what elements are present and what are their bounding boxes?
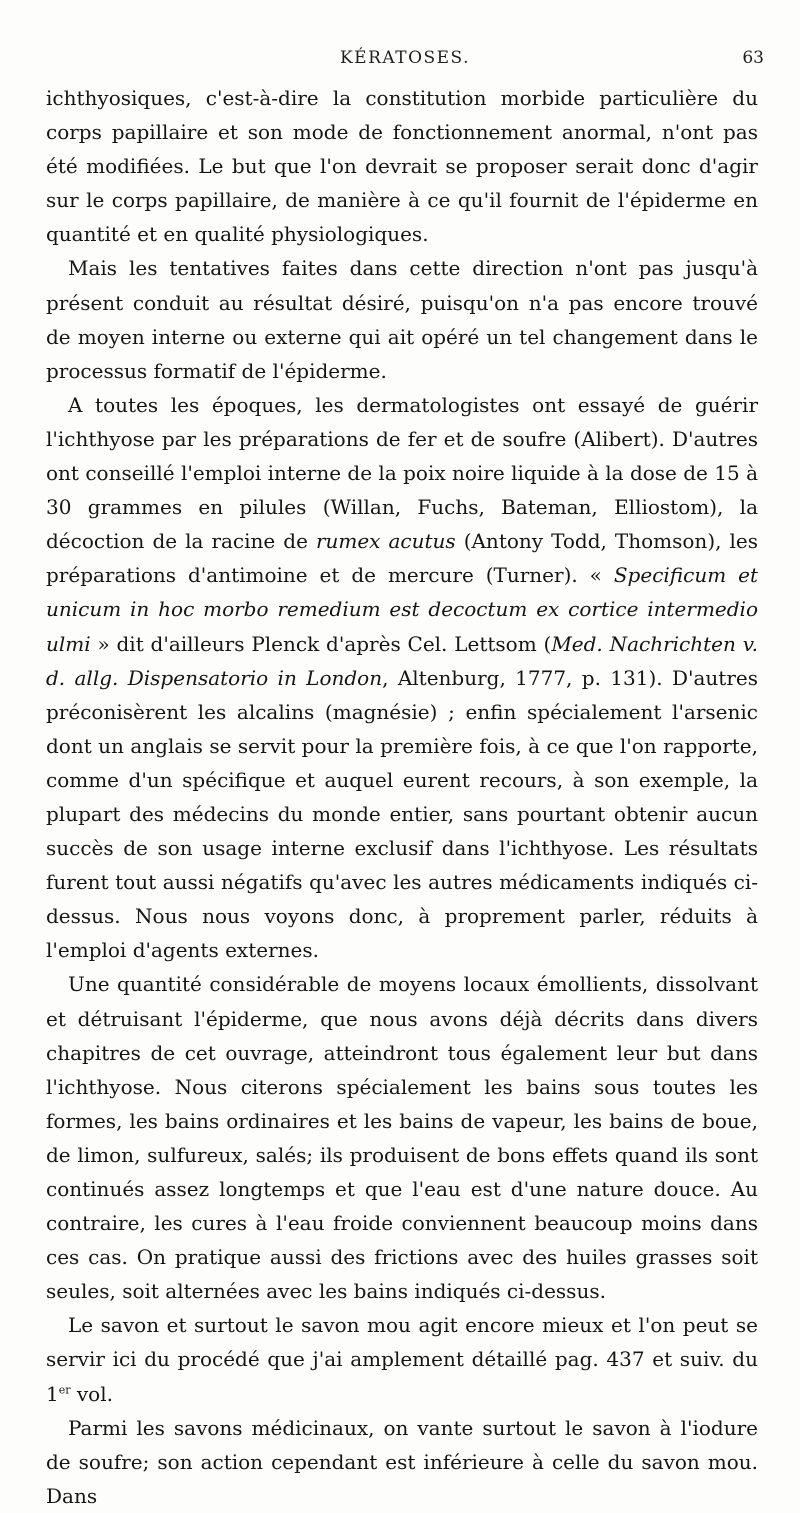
paragraph-soap <box>46 1308 758 1410</box>
page-number: 63 <box>742 48 764 68</box>
text-segment: (Antony Todd, Thomson), les préparations d'antimoine et de mercure (Turner). « <box>46 529 758 588</box>
body-text <box>46 81 758 1513</box>
paragraph-local-means: Une quantité considérable de moyens locaux émollients, dissolvant et détruisant l'épiderme, que nous avons déjà décrits dans divers chapitres de cet ouvrage, atteindront tous également leur but dans l'ichthyose. Nous citerons spécialement les bains sous toutes les formes, les bains ordinaires et les bains de vapeur, les bains de boue, de limon, sulfureux, salés; ils produisent de bons effets quand ils sont continués assez longtemps et que l'eau est d'une nature douce. Au contraire, les cures à l'eau froide conviennent beaucoup moins dans ces cas. On pratique aussi des frictions avec des huiles grasses soit seules, soit alternées avec les bains indiqués ci-dessus. <box>46 972 758 1304</box>
italic-term-rumex: rumex acutus <box>315 529 456 554</box>
paragraph-medicinal-soaps: Parmi les savons médicinaux, on vante surtout le savon à l'iodure de soufre; son action cependant est inférieure à celle du savon mou. Dans <box>46 1415 758 1508</box>
paragraph-continued: ichthyosiques, c'est-à-dire la constitution morbide particulière du corps papillaire et son mode de fonctionnement anormal, n'ont pas été modifiées. Le but que l'on devrait se proposer serait donc d'agir sur le corps papillaire, de manière à ce qu'il fournit de l'épiderme en quantité et en qualité physiologiques. <box>46 86 758 247</box>
superscript: er <box>58 1382 71 1396</box>
text-segment: vol. <box>70 1381 113 1406</box>
text-segment: A toutes les époques, les dermatologistes ont essayé de guérir l'ichthyose par les préparations de fer et de soufre (Alibert). D'autres ont conseillé l'emploi interne de la poix noire liquide à la dose de 15 à 30 grammes en pilules (Willan, Fuchs, Bateman, Elliostom), la décoction de la racine de <box>46 392 758 554</box>
paragraph-tentatives: Mais les tentatives faites dans cette direction n'ont pas jusqu'à présent conduit au résultat désiré, puisqu'on n'a pas encore trouvé de moyen interne ou externe qui ait opéré un tel changement dans le processus formatif de l'épiderme. <box>46 256 758 383</box>
running-title: KÉRATOSES. <box>339 48 471 68</box>
paragraph-treatments <box>46 388 758 968</box>
text-segment: , Altenburg, 1777, p. 131). D'autres préconisèrent les alcalins (magnésie) ; enfin spécialement l'arsenic dont un anglais se servit pour la première fois, à ce que l'on rapporte, comme d'un spécifique et auquel eurent recours, à son exemple, la plupart des médecins du monde entier, sans pourtant obtenir aucun succès de son usage interne exclusif dans l'ichthyose. Les résultats furent tout aussi négatifs qu'avec les autres médicaments indiqués ci-dessus. Nous nous voyons donc, à proprement parler, réduits à l'emploi d'agents externes. <box>46 665 758 963</box>
page-header <box>46 48 764 76</box>
text-segment: » dit d'ailleurs Plenck d'après Cel. Lettsom ( <box>90 631 552 656</box>
italic-citation-title: Med. Nachrichten v. d. allg. Dispensatorio in London <box>46 631 758 690</box>
italic-latin-quote: Specificum et unicum in hoc morbo remedium est decoctum ex cortice intermedio ulmi <box>46 563 758 656</box>
text-segment: Le savon et surtout le savon mou agit encore mieux et l'on peut se servir ici du procédé que j'ai amplement détaillé pag. 437 et suiv. du 1 <box>46 1313 758 1406</box>
